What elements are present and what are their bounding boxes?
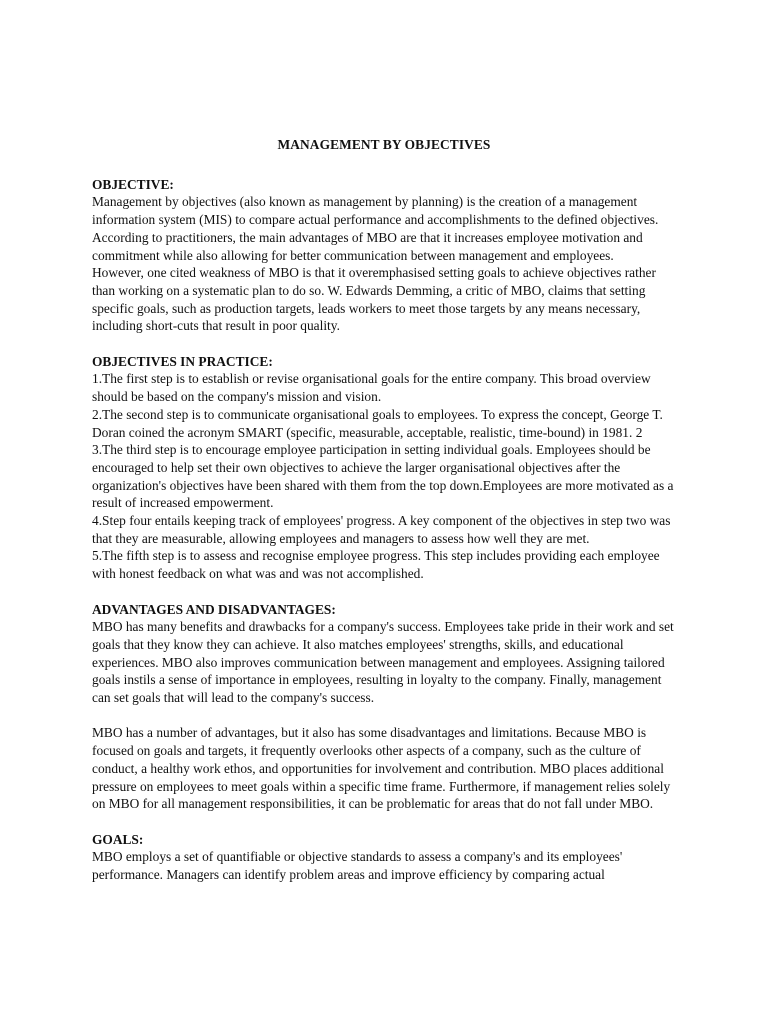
- paragraph: Management by objectives (also known as management by planning) is the creation of a management information system (MIS) to compare actual performance and accomplishments to the defined objectives. According to practitioners, the main advantages of MBO are that it increases employee motivation and commitment while also allowing for better communication between management and employees.: [92, 194, 659, 263]
- paragraph: MBO has many benefits and drawbacks for a company's success. Employees take pride in their work and set goals that they know they can achieve. It also matches employees' strengths, skills, and educational experiences. MBO also improves communication between management and employees. Assigning tailored goals instils a sense of importance in employees, resulting in loyalty to the company. Finally, management can set goals that will lead to the company's success.: [92, 619, 674, 706]
- document-page: [92, 136, 676, 901]
- section-objectives-in-practice: [92, 353, 676, 583]
- section-heading: OBJECTIVE:: [92, 176, 174, 192]
- section-heading: GOALS:: [92, 831, 144, 847]
- section-heading: OBJECTIVES IN PRACTICE:: [92, 353, 273, 369]
- section-objective: [92, 176, 676, 335]
- section-advantages-disadvantages: [92, 601, 676, 813]
- section-heading: ADVANTAGES AND DISADVANTAGES:: [92, 601, 336, 617]
- paragraph: MBO employs a set of quantifiable or objective standards to assess a company's and its employees' performance. Managers can identify problem areas and improve efficiency by comparing actual: [92, 849, 623, 883]
- paragraph: MBO has a number of advantages, but it also has some disadvantages and limitations. Because MBO is focused on goals and targets, it frequently overlooks other aspects of a company, such as the culture of conduct, a healthy work ethos, and opportunities for involvement and contribution. MBO places additional pressure on employees to meet goals within a specific time frame. Furthermore, if management relies solely on MBO for all management responsibilities, it can be problematic for areas that do not fall under MBO.: [92, 725, 671, 812]
- document-title: MANAGEMENT BY OBJECTIVES: [277, 137, 491, 152]
- paragraph: 4.Step four entails keeping track of employees' progress. A key component of the objectives in step two was that they are measurable, allowing employees and managers to assess how well they are met.: [92, 513, 671, 546]
- paragraph: However, one cited weakness of MBO is that it overemphasised setting goals to achieve objectives rather than working on a systematic plan to do so. W. Edwards Demming, a critic of MBO, claims that setting specific goals, such as production targets, leads workers to meet those targets by any means necessary, including short-cuts that result in poor quality.: [92, 265, 656, 334]
- paragraph: 2.The second step is to communicate organisational goals to employees. To express the concept, George T. Doran coined the acronym SMART (specific, measurable, acceptable, realistic, time-bound) in 1981. 2 3.The third step is to encourage employee participation in setting individual goals. Employees should be encouraged to help set their own objectives to achieve the larger organisational objectives after the organization's objectives have been shared with them from the top down.Employees are more motivated as a result of increased empowerment.: [92, 406, 674, 511]
- paragraph: 5.The fifth step is to assess and recognise employee progress. This step includes providing each employee with honest feedback on what was and was not accomplished.: [92, 548, 660, 582]
- paragraph: 1.The first step is to establish or revise organisational goals for the entire company. This broad overview should be based on the company's mission and vision.: [92, 371, 651, 405]
- section-goals: [92, 831, 676, 884]
